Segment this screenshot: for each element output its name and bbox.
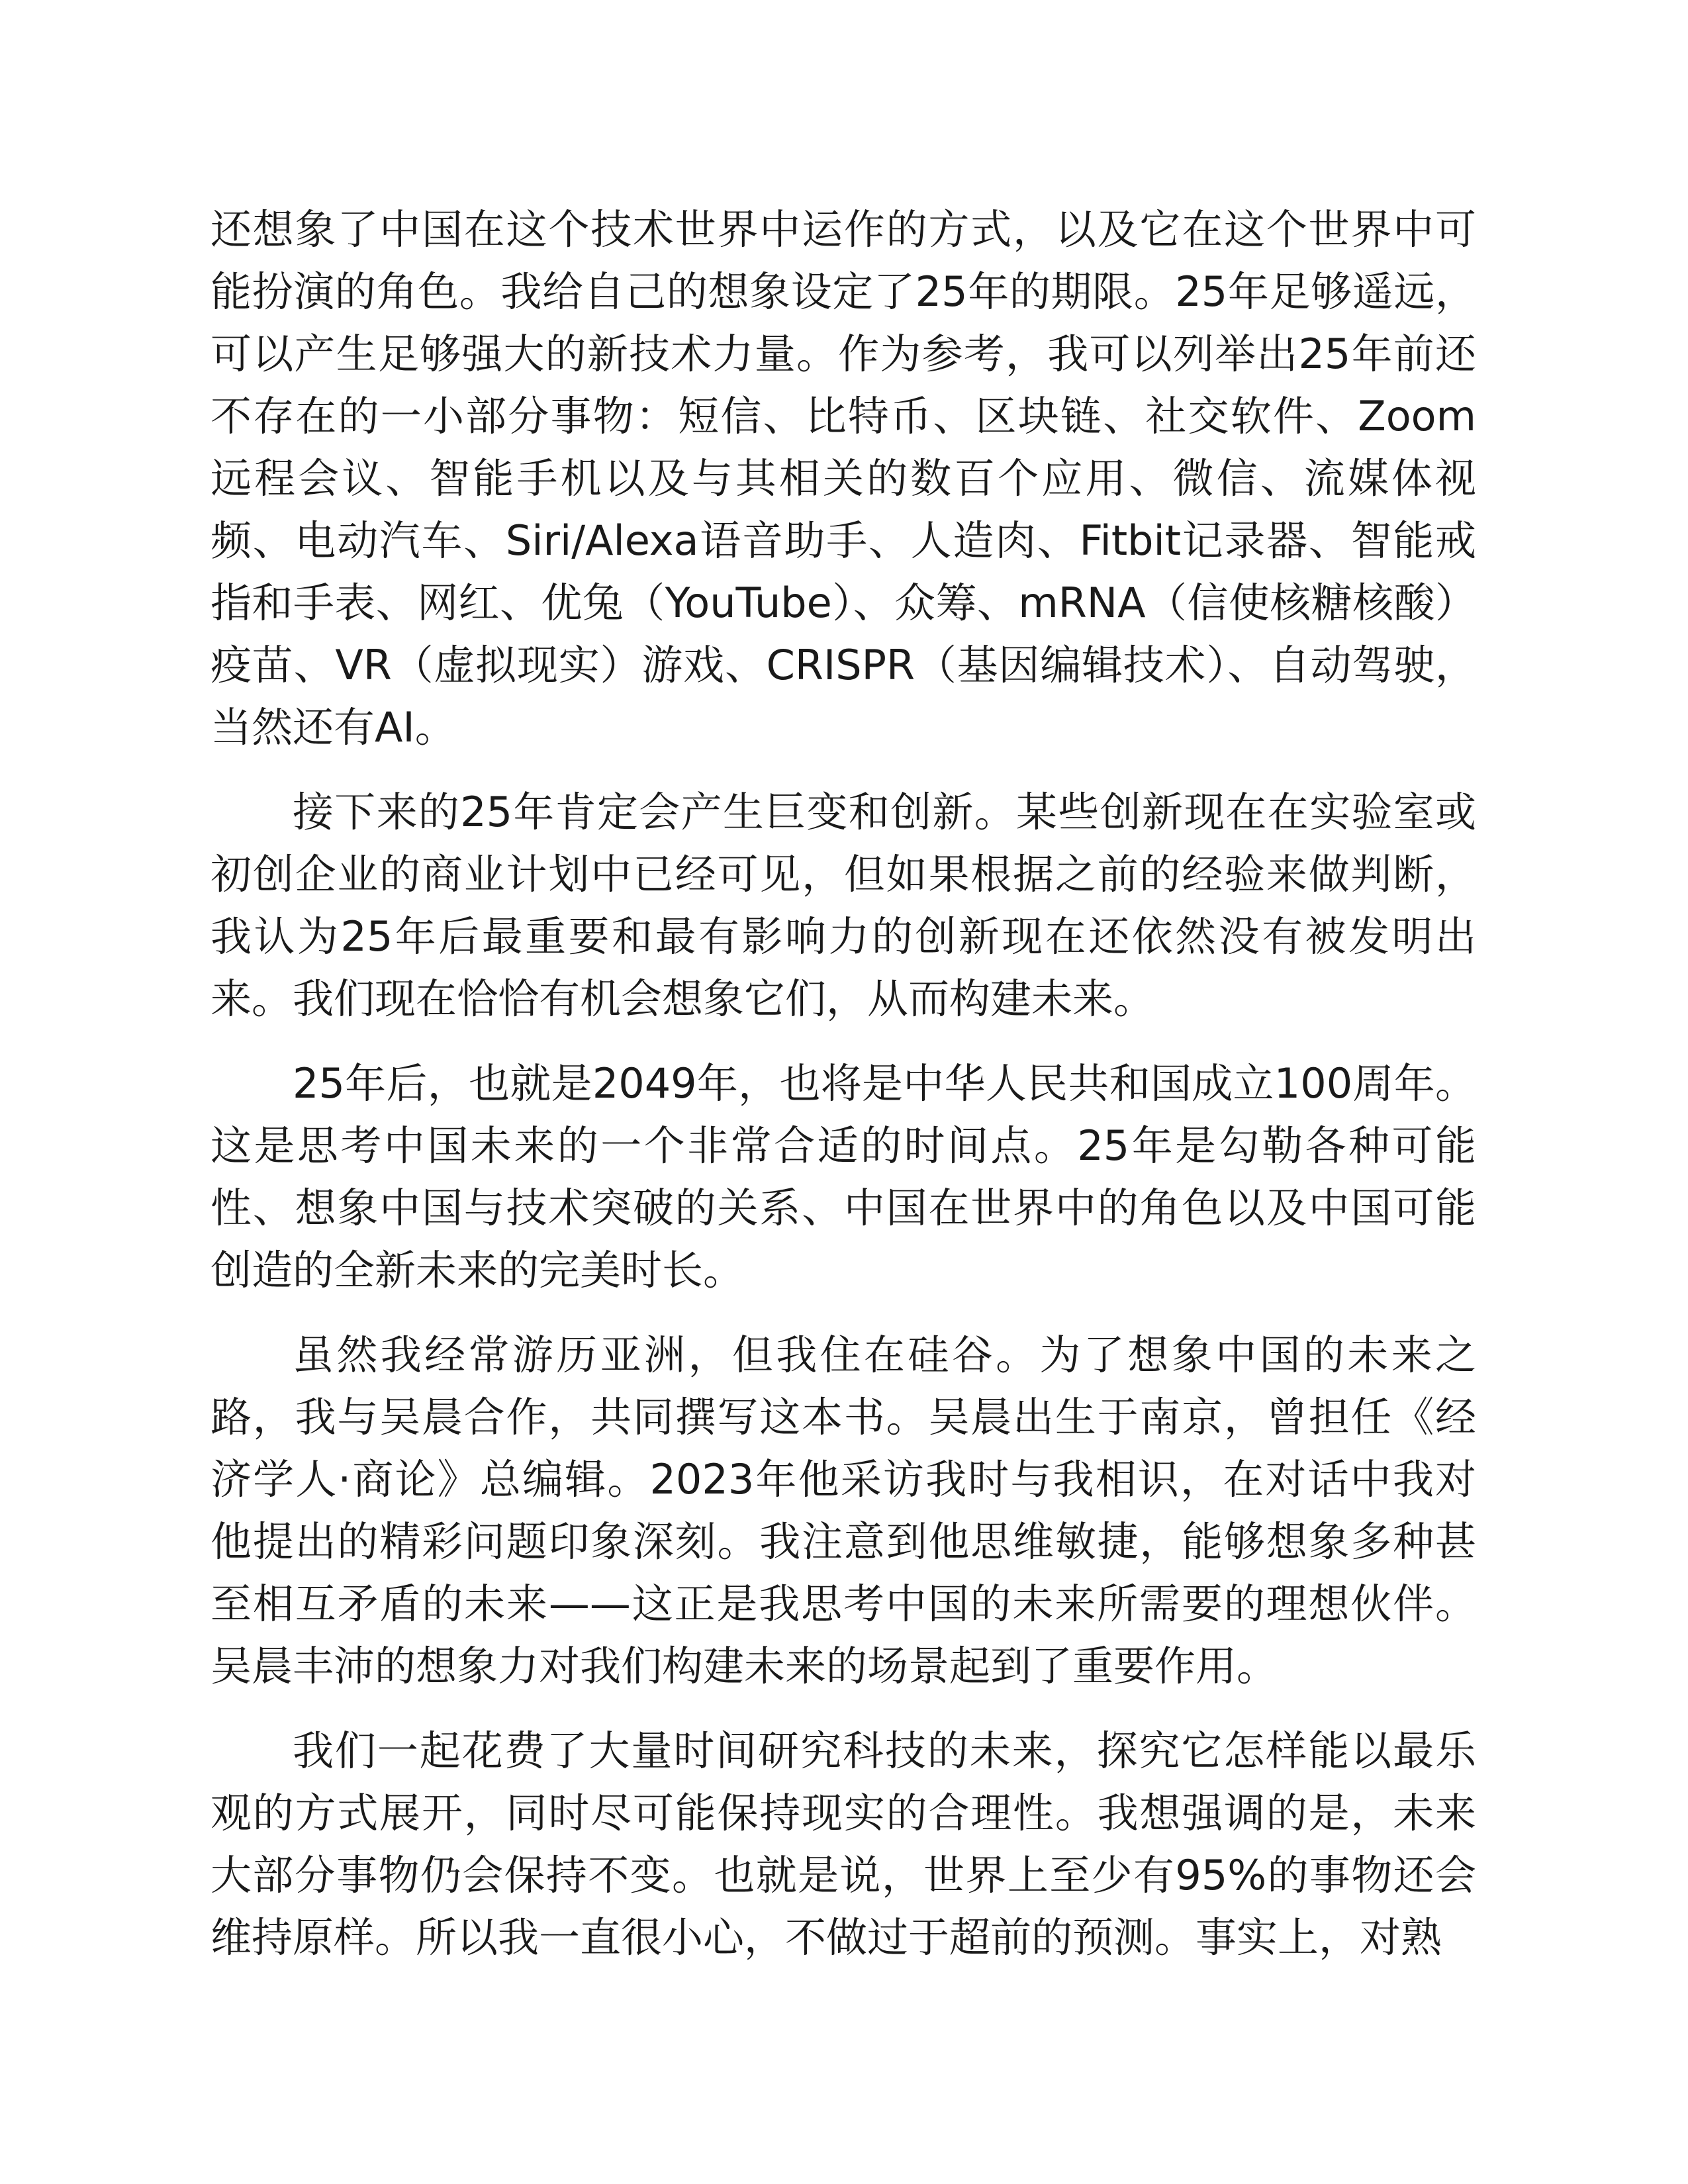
paragraph-2: 接下来的25年肯定会产生巨变和创新。某些创新现在在实验室或初创企业的商业计划中已经可见，但如果根据之前的经验来做判断，我认为25年后最重要和最有影响力的创新现在还依然没有被发明出来。我们现在恰恰有机会想象它们，从而构建未来。 — [211, 788, 1476, 1023]
paragraph-1: 还想象了中国在这个技术世界中运作的方式，以及它在这个世界中可能扮演的角色。我给自己的想象设定了25年的期限。25年足够遥远，可以产生足够强大的新技术力量。作为参考，我可以列举出25年前还不存在的一小部分事物：短信、比特币、区块链、社交软件、Zoom远程会议、智能手机以及与其相关的数百个应用、微信、流媒体视频、电动汽车、Siri/Alexa语音助手、人造肉、Fitbit记录器、智能戒指和手表、网红、优兔（YouTube）、众筹、mRNA（信使核糖核酸）疫苗、VR（虚拟现实）游戏、CRISPR（基因编辑技术）、自动驾驶，当然还有AI。 — [211, 205, 1476, 751]
body-text — [211, 199, 1476, 1991]
paragraph-5: 我们一起花费了大量时间研究科技的未来，探究它怎样能以最乐观的方式展开，同时尽可能保持现实的合理性。我想强调的是，未来大部分事物仍会保持不变。也就是说，世界上至少有95%的事物还会维持原样。所以我一直很小心，不做过于超前的预测。事实上，对熟 — [211, 1727, 1476, 1962]
paragraph-4: 虽然我经常游历亚洲，但我住在硅谷。为了想象中国的未来之路，我与吴晨合作，共同撰写这本书。吴晨出生于南京，曾担任《经济学人·商论》总编辑。2023年他采访我时与我相识，在对话中我对他提出的精彩问题印象深刻。我注意到他思维敏捷，能够想象多种甚至相互矛盾的未来——这正是我思考中国的未来所需要的理想伙伴。吴晨丰沛的想象力对我们构建未来的场景起到了重要作用。 — [211, 1331, 1476, 1690]
paragraph-3: 25年后，也就是2049年，也将是中华人民共和国成立100周年。这是思考中国未来的一个非常合适的时间点。25年是勾勒各种可能性、想象中国与技术突破的关系、中国在世界中的角色以及中国可能创造的全新未来的完美时长。 — [211, 1059, 1476, 1294]
